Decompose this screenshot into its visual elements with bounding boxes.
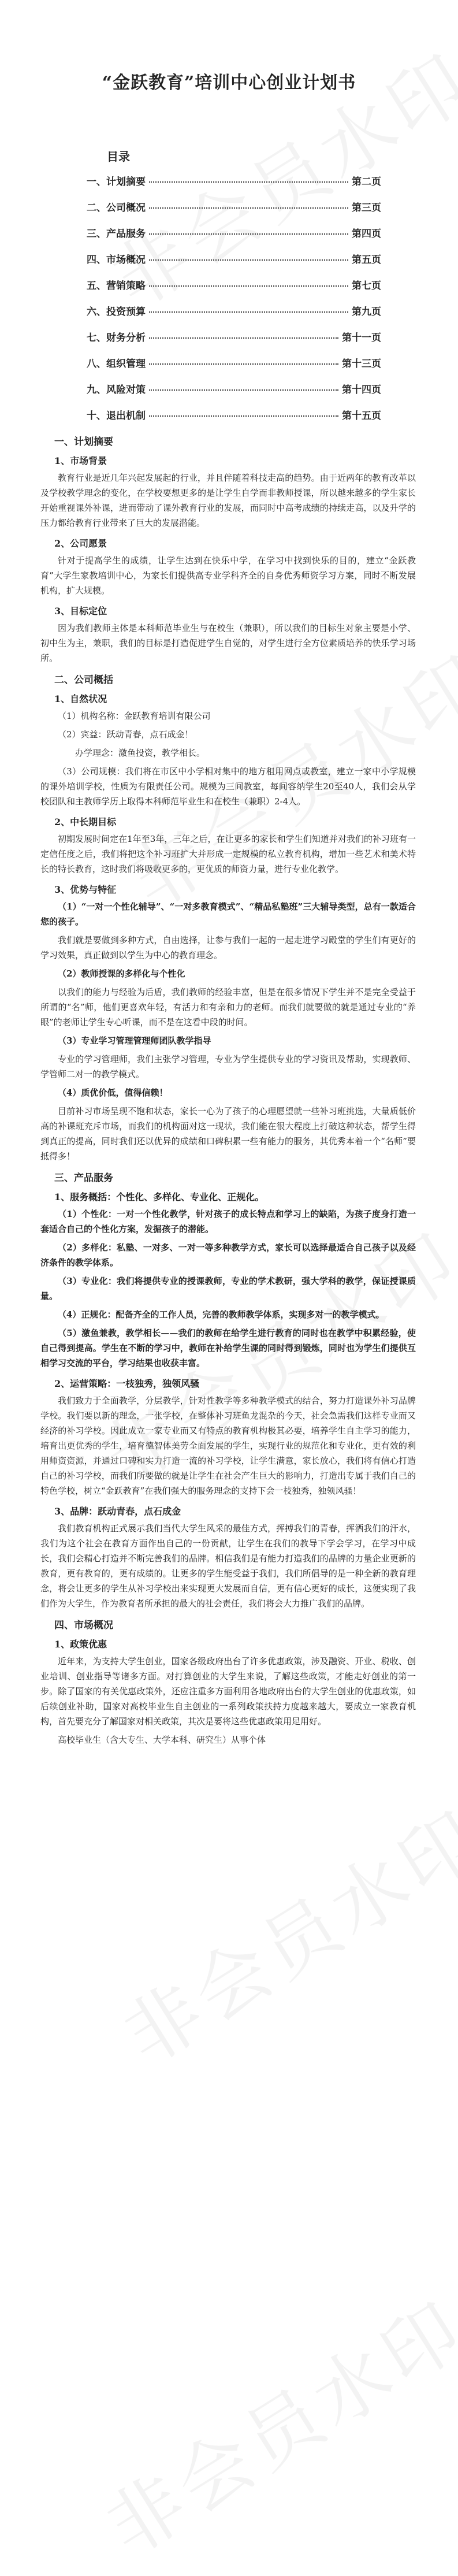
section-heading: 四、市场概况 <box>54 1620 113 1631</box>
toc-item-label: 九、风险对策 <box>87 384 146 396</box>
toc-item[interactable] <box>87 173 381 199</box>
toc-item-label: 三、产品服务 <box>87 228 146 240</box>
paragraph: 针对于提高学生的成绩，让学生达到在快乐中学，在学习中找到快乐的目的，建立“金跃教育”大学生家教培训中心，为家长们提供高专业学科齐全的自身优秀师资学习方案，同时不断发展机构，扩大规模。 <box>40 555 416 596</box>
toc-item-page: 第十五页 <box>342 410 381 422</box>
paragraph: （3）公司规模：我们将在市区中小学相对集中的地方租用网点或教室，建立一家中小学规模的课外培训学校，性质为有限责任公司。规模为三间教室，每间容纳学生20至40人，我们会从学校团队和主教师学历上取得本科师范毕业生和在校生（兼职）2-4人。 <box>40 766 416 807</box>
subsection-heading: 1、政策优惠 <box>54 1639 107 1650</box>
subsection-heading: 3、优势与特征 <box>54 884 117 895</box>
paragraph: 我们致力于全面教学，分层教学，针对性教学等多种教学模式的结合，努力打造课外补习品牌学校。我们要以新的理念，一张学校，在整体补习班鱼龙混杂的今天，社会急需我们这样专业而又经济的补习学校。因此成立一家专业而又有特点的教育机构极其必要，培养学生自主学习的能力，培育出更优秀的学生，培育德智体美劳全面发展的学生，实现行业的规范化和专业化，更有效的利用师资资源，并通过口碑和实力打造一流的补习学校，让学生满意，家长放心，我们将有信心打造自己的补习学校，而我们所要做的就是让学生在社会产生巨大的影响力，打造出专属于我们自己的特色学校，树立“金跃教育”在我们强大的服务理念的支持下会一枝独秀，独领风骚！ <box>40 1395 416 1496</box>
highlight-paragraph: （2）教师授课的多样化与个性化 <box>58 968 185 979</box>
toc-item-label: 七、财务分析 <box>87 332 146 344</box>
toc-item-page: 第二页 <box>352 176 381 188</box>
toc-item-label: 六、投资预算 <box>87 306 146 318</box>
document-body <box>40 428 416 1751</box>
toc-item[interactable] <box>87 277 381 303</box>
paragraph: 教育行业是近几年兴起发展起的行业，并且伴随着科技走高的趋势。由于近两年的教育改革以及学校教学理念的变化，在学校要想更多的是让学生自学而非教师授课，所以越来越多的学生家长开始重视课外补课，进而带动了课外教育行业的发展，而同时中高考成绩的持续走高，以及升学的压力都给教育行业带来了巨大的发展潜能。 <box>40 473 416 528</box>
table-of-contents <box>87 173 381 433</box>
paragraph: 我们就是要做到多种方式，自由选择，让参与我们一起的一起走进学习殿堂的学生们有更好的学习效果，真正做到以学生为中心的教育理念。 <box>40 935 416 960</box>
toc-leader <box>149 207 348 209</box>
toc-item-page: 第五页 <box>352 254 381 266</box>
subsection-heading: 1、自然状况 <box>54 693 107 704</box>
toc-item-label: 四、市场概况 <box>87 254 146 266</box>
toc-leader <box>149 363 338 365</box>
watermark <box>100 1779 458 2085</box>
list-item: 办学理念：激鱼投资，教学相长。 <box>75 748 206 758</box>
paragraph: 高校毕业生（含大专生、大学本科、研究生）从事个体 <box>58 1735 266 1745</box>
subsection-heading: 2、公司愿景 <box>54 538 107 549</box>
list-item: （2）宾益：跃动青春，点石成金！ <box>58 729 193 740</box>
highlight-paragraph: （3）专业学习管理管理师团队教学指导 <box>58 1035 211 1046</box>
highlight-paragraph: （4）质优价低，值得信赖！ <box>58 1087 168 1098</box>
highlight-paragraph: （1）个性化：一对一个性化教学，针对孩子的成长特点和学习上的缺陷，为孩子度身打造一套适合自己的个性化方案，发掘孩子的潜能。 <box>40 1209 416 1234</box>
section-heading: 三、产品服务 <box>54 1172 113 1184</box>
subsection-heading: 2、中长期目标 <box>54 816 117 827</box>
toc-item-page: 第十四页 <box>342 384 381 396</box>
section-heading: 二、公司概括 <box>54 674 113 686</box>
toc-leader <box>149 389 338 391</box>
toc-leader <box>149 285 348 287</box>
paragraph: 初期发展时间定在1年至3年，三年之后，在让更多的家长和学生们知道并对我们的补习班有一定信任度之后，我们将把这个补习班扩大并形成一定规模的私立教育机构，增加一些艺术和美术特长的特长教育，这时我们将吸收更多的，更优质的师资力量，进行专业化教学。 <box>40 834 416 874</box>
paragraph: 因为我们教师主体是本科师范毕业生与在校生（兼职），所以我们的目标生对象主要是小学、初中生为主，兼职，我们的目标是打造促进学生自觉的，对学生进行全方位素质培养的快乐学习场所。 <box>40 623 416 663</box>
toc-leader <box>149 259 348 261</box>
toc-item[interactable] <box>87 329 381 355</box>
subsection-heading: 1、市场背景 <box>54 455 107 466</box>
subsection-heading: 1、服务概括：个性化、多样化、专业化、正规化。 <box>54 1192 265 1202</box>
document-title: “金跃教育”培训中心创业计划书 <box>102 73 356 93</box>
toc-leader <box>149 233 348 235</box>
toc-item[interactable] <box>87 381 381 407</box>
subsection-heading: 2、运营策略：一枝独秀，独领风骚 <box>54 1378 200 1389</box>
toc-item-label: 二、公司概况 <box>87 202 146 214</box>
toc-heading: 目录 <box>107 150 130 164</box>
section-heading: 一、计划摘要 <box>54 436 113 448</box>
paragraph: 专业的学习管理师，我们主张学习管理，专业为学生提供专业的学习资讯及帮助，实现教师、学管师二对一的教学模式。 <box>40 1054 416 1079</box>
highlight-paragraph: （1）“一对一个性化辅导”、“一对多教育模式”、“精品私塾班”三大辅导类型，总有一款适合您的孩子。 <box>40 901 416 927</box>
toc-item[interactable] <box>87 225 381 251</box>
toc-item-label: 八、组织管理 <box>87 358 146 370</box>
subsection-heading: 3、品牌：跃动青春，点石成金 <box>54 1506 181 1517</box>
toc-item[interactable] <box>87 251 381 277</box>
toc-item-label: 五、营销策略 <box>87 280 146 292</box>
toc-item-page: 第十三页 <box>342 358 381 370</box>
toc-item-page: 第九页 <box>352 306 381 318</box>
toc-item[interactable] <box>87 355 381 381</box>
paragraph: 目前补习市场呈现不饱和状态，家长一心为了孩子的心理愿望就一些补习班挑选，大量质低价高的补课班充斥市场，而我们的机构面对这一现状，我们能在很大程度上打破这种状态，帮学生得到真正的提高，同时我们还以优异的成绩和口碑积累一些有能力的服务，其优秀本着一个“名师”要抵得多！ <box>40 1106 416 1161</box>
toc-leader <box>149 181 348 183</box>
toc-item[interactable] <box>87 199 381 225</box>
toc-item-page: 第十一页 <box>342 332 381 344</box>
toc-item-page: 第七页 <box>352 280 381 292</box>
highlight-paragraph: （3）专业化：我们将提供专业的授课教师，专业的学术教研，强大学科的教学，保证授课质量。 <box>40 1276 416 1301</box>
paragraph: 以我们的能力与经验为后盾，我们教师的经验丰富，但是在很多情况下学生并不是完全受益于所谓的“名”师，他们更喜欢年轻，有活力和有亲和力的老师。而我们就要做的就是通过专业的“养眼”的老师让学生专心听课，而不是在这看中段的时间。 <box>40 987 416 1027</box>
paragraph: 我们教育机构正式展示我们当代大学生风采的最佳方式，挥搏我们的青春，挥洒我们的汗水，我们为这个社会在教育方面作出自己的一份贡献，让学生在我们的教导下学会学习，在学习中成长，我们会精心打造并不断完善我们的品牌。相信我们是有能力打造我们的品牌的力量企业更新的教育，更有教育的，更有成绩的。让更多的学生能受益于我们，我们所倡导的是一种全新的教育理念，将会让更多的学生从补习学校出来实现更大发展而自信，更有信心更好的成长，这便实现了我们作为大学生，作为教育者所承担的最大的社会责任，我们将会大力推广我们的品牌。 <box>40 1523 416 1609</box>
highlight-paragraph: （5）激鱼兼教，教学相长——我们的教师在给学生进行教育的同时也在教学中积累经验，使自己得到提高。学生在不断的学习中，教师在补给学生课的同时得到锻炼，同时也为学生们提供互相学习交流的平台，学习结果也收获丰富。 <box>40 1328 416 1368</box>
toc-item-label: 十、退出机制 <box>87 410 146 422</box>
toc-leader <box>149 415 338 417</box>
toc-item-label: 一、计划摘要 <box>87 176 146 188</box>
list-item: （1）机构名称：金跃教育培训有限公司 <box>58 711 211 721</box>
toc-item-page: 第三页 <box>352 202 381 214</box>
toc-item[interactable] <box>87 303 381 329</box>
toc-leader <box>149 337 338 339</box>
toc-leader <box>149 311 348 313</box>
toc-item-page: 第四页 <box>352 228 381 240</box>
watermark <box>83 2270 458 2576</box>
paragraph: 近年来，为支持大学生创业，国家各级政府出台了许多优惠政策，涉及融资、开业、税收、创业培训、创业指导等诸多方面。对打算创业的大学生来说，了解这些政策，才能走好创业的第一步。除了国家的有关优惠政策外，还应注重多方面利用各地政府出台的大学生创业的优惠政策，如后续创业补助，国家对高校毕业生自主创业的一系列政策扶持力度越来越大，要成立一家教育机构，首先要充分了解国家对相关政策，其次是要将这些优惠政策用足用好。 <box>40 1656 416 1727</box>
highlight-paragraph: （4）正规化：配备齐全的工作人员，完善的教师教学体系，实现多对一的教学模式。 <box>58 1309 385 1320</box>
subsection-heading: 3、目标定位 <box>54 606 107 617</box>
highlight-paragraph: （2）多样化：私塾、一对多、一对一等多种教学方式，家长可以选择最适合自己孩子以及经济条件的教学体系。 <box>40 1242 416 1268</box>
